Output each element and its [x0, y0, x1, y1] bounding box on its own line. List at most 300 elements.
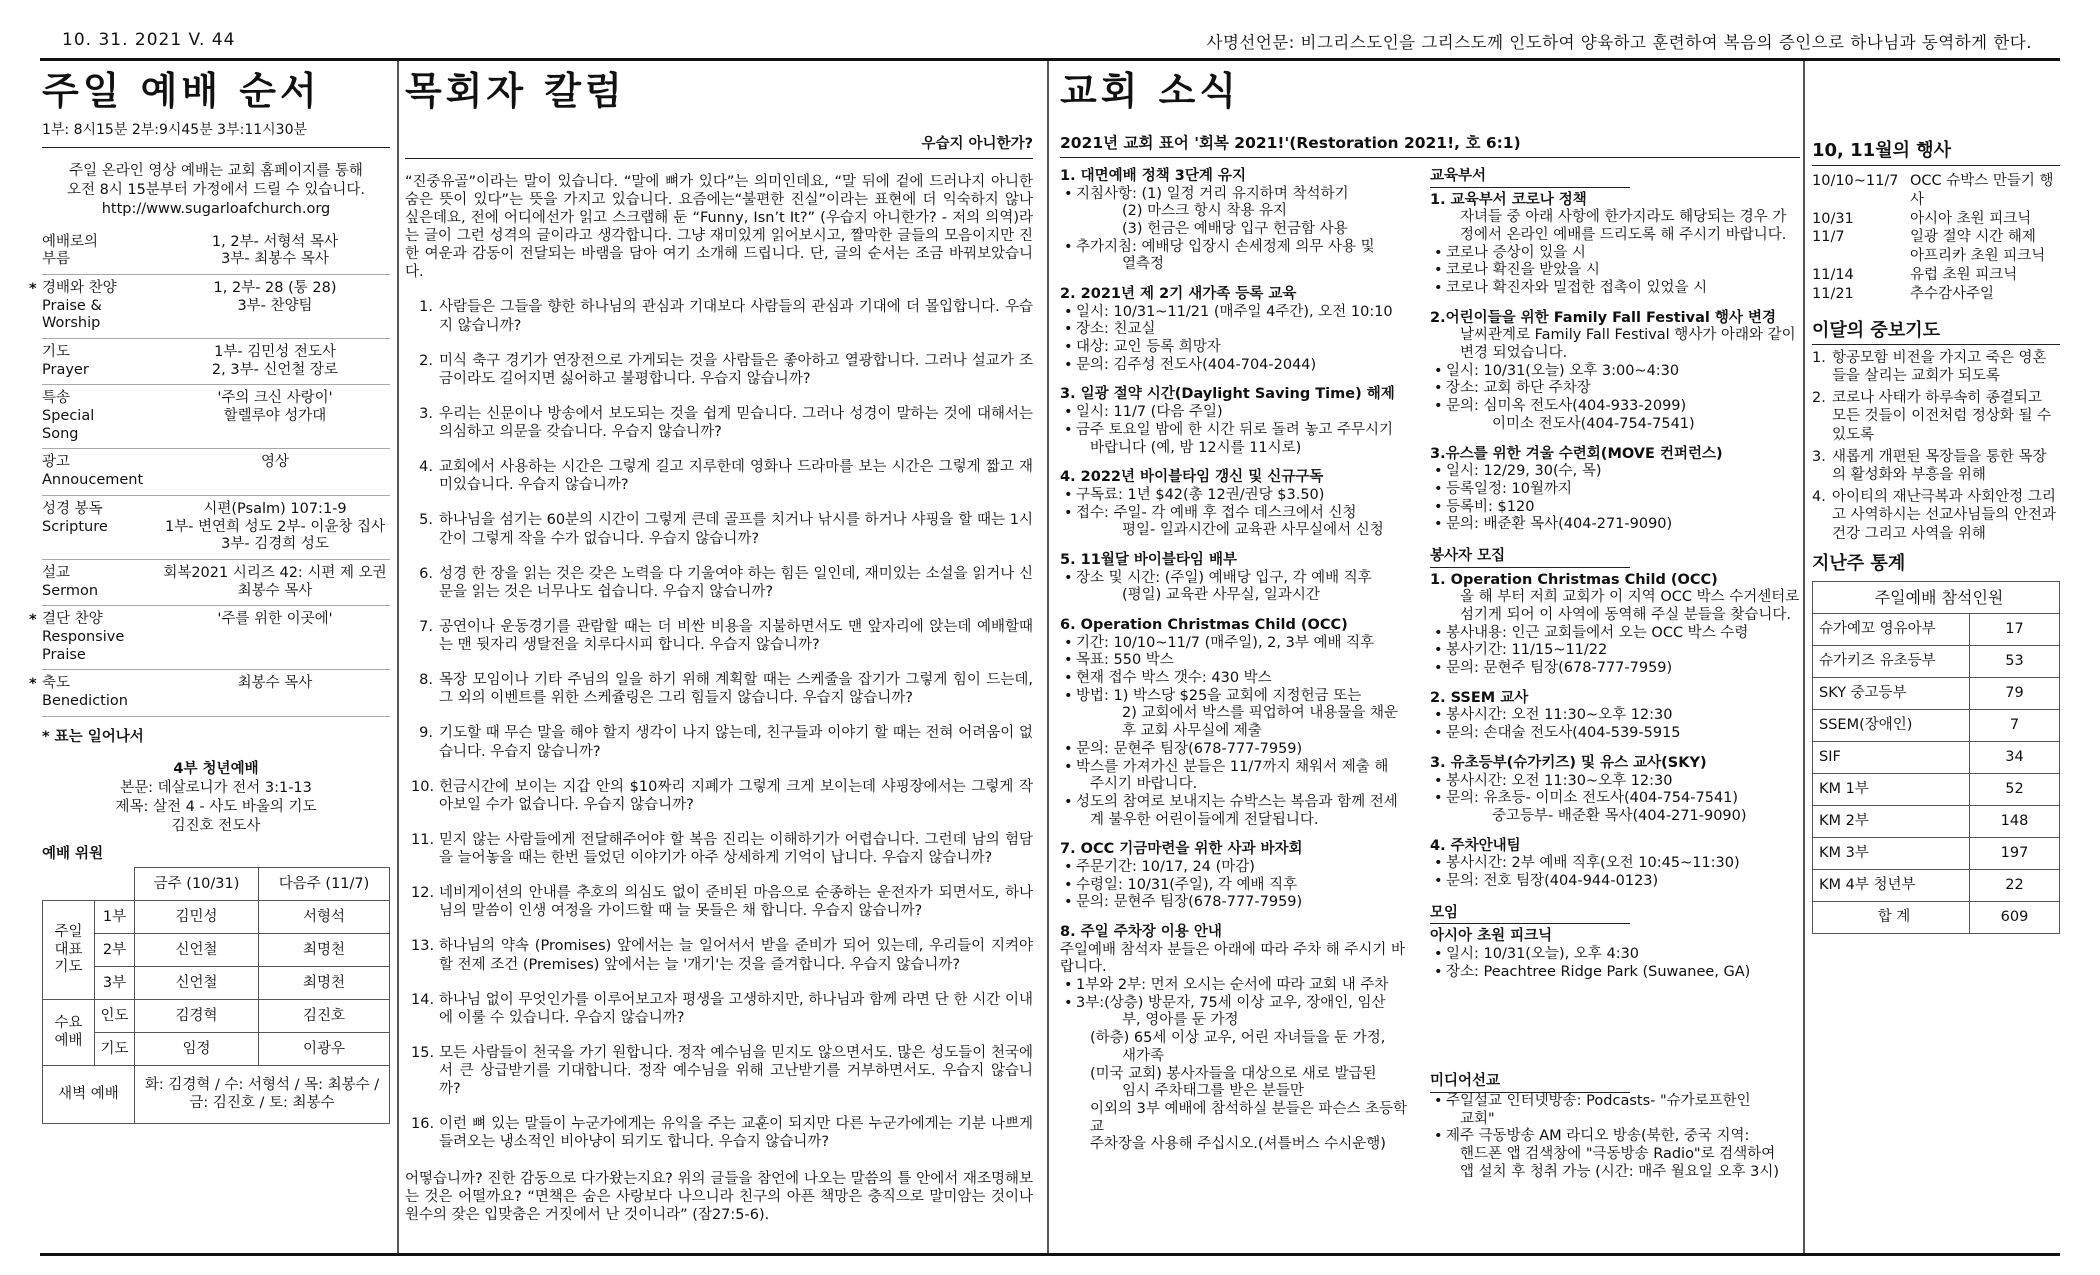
prayer-text: 항공모함 비전을 가지고 죽은 영혼들을 살리는 교회가 되도록 — [1832, 349, 2047, 385]
col-this-week: 금주 (10/31) — [135, 868, 259, 901]
attendance-count: 7 — [1970, 710, 2060, 742]
worship-staff-table — [42, 867, 390, 1124]
news-heading: 4. 2022년 바이블타임 갱신 및 신규구독 — [1060, 469, 1324, 486]
news-bullet — [1060, 570, 1418, 588]
news-line: 열측정 — [1122, 256, 1165, 273]
item-text: 교회에서 사용하는 시간은 그렇게 길고 지루한데 영화나 드라마를 보는 시간은 그렇게 짧고 재미있습니다. 우습지 않습니까? — [439, 459, 1033, 494]
news-line: 핸드폰 앱 검색창에 "극동방송 Radio"로 검색하여 — [1460, 1146, 1776, 1163]
staff-cell: 신언철 — [135, 934, 259, 967]
attendance-group: KM 4부 청년부 — [1813, 870, 1970, 902]
attendance-group: 슈가예꼬 영유아부 — [1813, 614, 1970, 646]
news-bullet — [1430, 262, 1800, 280]
dept-heading: 봉사자 모집 — [1430, 548, 1630, 568]
news-line: 앱 설치 후 청취 가능 (시간: 매주 월요일 오후 3시) — [1460, 1163, 1780, 1180]
bullet-icon: • — [1434, 790, 1443, 807]
bullet-icon: • — [1064, 670, 1073, 687]
event-date: 10/31 — [1812, 210, 1854, 227]
total-value: 609 — [1970, 902, 2060, 934]
news-heading: 8. 주일 주차장 이용 안내 — [1060, 924, 1222, 941]
bullet-icon: • — [1064, 185, 1073, 202]
news-bullet — [1430, 280, 1800, 298]
item-number: 11. — [411, 831, 435, 848]
bullet-text: 일시: 10/31(오늘), 오후 4:30 — [1446, 946, 1640, 963]
staff-cell: 신언철 — [135, 967, 259, 1000]
bullet-text: 등록일정: 10월까지 — [1446, 480, 1572, 497]
event-row — [1812, 266, 2060, 285]
bullet-text: 방법: 1) 박스당 $25을 교회에 지정헌금 또는 — [1076, 687, 1362, 704]
prayer-text: 코로나 사태가 하루속히 종결되고 모든 것들이 이전처럼 정상화 될 수 있도록 — [1832, 389, 2052, 443]
order-row — [42, 449, 390, 495]
attendance-count: 34 — [1970, 742, 2060, 774]
bullet-icon: • — [1434, 244, 1443, 261]
bullet-icon: • — [1434, 498, 1443, 515]
news-bullet — [1430, 245, 1800, 263]
attendance-row — [1813, 742, 2060, 774]
article-item — [405, 724, 1033, 760]
event-name: 추수감사주일 — [1910, 286, 1995, 303]
total-label: 합 계 — [1813, 902, 1970, 934]
item-number: 5. — [419, 512, 433, 529]
news-bullet — [1430, 481, 1800, 499]
item-text: 성경 한 장을 읽는 것은 갖은 노력을 다 기울여야 하는 힘든 일인데, 재미있는 소설을 읽거나 신문을 읽는 것은 너무나도 쉽습니다. 우습지 않습니까? — [439, 565, 1033, 600]
news-line: (평일) 교육관 사무실, 일과시간 — [1122, 587, 1320, 604]
bullet-text: 문의: 문현주 팀장(678-777-7959) — [1076, 894, 1303, 911]
article-item — [405, 565, 1033, 601]
bullet-text: 주일설교 인터넷방송: Podcasts- "슈가로프한인 — [1446, 1093, 1751, 1110]
news-bullet — [1430, 1128, 1800, 1146]
prayer-number: 1. — [1812, 349, 1826, 366]
bullet-icon: • — [1434, 772, 1443, 789]
bullet-text: 문의: 문현주 팀장(678-777-7959) — [1446, 660, 1673, 677]
news-line: (미국 교회) 봉사자들을 대상으로 새로 발급된 — [1090, 1065, 1377, 1082]
bullet-text: 봉사시간: 오전 11:30~오후 12:30 — [1446, 772, 1673, 789]
bullet-icon: • — [1434, 946, 1443, 963]
events-title: 10, 11월의 행사 — [1812, 140, 2060, 166]
bullet-icon: • — [1434, 398, 1443, 415]
news-title: 교회 소식 — [1060, 69, 1241, 113]
prayer-title: 이달의 중보기도 — [1812, 320, 2060, 345]
article-item — [405, 937, 1033, 973]
news-bullet — [1060, 357, 1418, 375]
attendance-count: 148 — [1970, 806, 2060, 838]
item-number: 4. — [419, 459, 433, 476]
events-column — [1812, 68, 2060, 1251]
bullet-icon: • — [1064, 876, 1073, 893]
item-number: 14. — [411, 991, 435, 1008]
article-title: 우습지 아니한가? — [405, 136, 1033, 159]
bottom-rule — [40, 1253, 2060, 1256]
item-number: 7. — [419, 618, 433, 635]
item-number: 16. — [411, 1116, 435, 1133]
order-row — [29, 606, 390, 670]
news-line: 자녀들 중 아래 사항에 한가지라도 해당되는 경우 가 — [1460, 209, 1787, 226]
news-bullet — [1060, 422, 1418, 440]
news-line: 계 불우한 어린이들에게 전달됩니다. — [1090, 811, 1319, 828]
article-item — [405, 511, 1033, 547]
item-text: 하나님의 약속 (Promises) 앞에서는 늘 일어서서 받을 준비가 되어 있는데, 우리들이 지켜야 할 전제 조건 (Premises) 앞에서는 늘 '개기'는 것을 즐겨합니다. 우습지 않습니까? — [439, 938, 1033, 973]
bullet-text: 일시: 11/7 (다음 주일) — [1076, 404, 1223, 421]
prayer-item — [1812, 389, 2060, 445]
bullet-icon: • — [1434, 516, 1443, 533]
news-bullet — [1430, 642, 1800, 660]
item-text: 미식 축구 경기가 연장전으로 가게되는 것을 사람들은 좋아하고 열광합니다. 그러나 설교가 조금이라도 길어지면 싫어하고 불평합니다. 우습지 않습니까? — [439, 352, 1033, 387]
mission-statement: 사명선언문: 비그리스도인을 그리스도께 인도하여 양육하고 훈련하여 복음의 증인으로 하나님과 동역하게 한다. — [1206, 33, 2032, 52]
bullet-text: 대상: 교인 등록 희망자 — [1076, 339, 1221, 356]
bullet-text: 장소: Peachtree Ridge Park (Suwanee, GA) — [1446, 963, 1751, 980]
news-line: 주일예배 참석자 분들은 아래에 따라 주차 해 주시기 바 — [1060, 941, 1406, 958]
staff-cell: 서형석 — [259, 901, 390, 934]
item-text: 믿지 않는 사람들에게 전달해주어야 할 복음 진리는 이해하기가 어렵습니다. 그런데 남의 험담을 늘어놓을 때는 한번 들었던 이야기가 아주 상세하게 기억이 납니다. 우습지 않습니까? — [439, 831, 1033, 867]
order-row — [42, 229, 390, 275]
staff-cell: 김진호 — [259, 1000, 390, 1033]
bullet-icon: • — [1064, 504, 1073, 521]
bullet-icon: • — [1434, 262, 1443, 279]
event-date: 11/7 — [1812, 229, 1845, 246]
event-row — [1812, 210, 2060, 229]
item-number: 15. — [411, 1044, 435, 1061]
news-bullet — [1060, 239, 1418, 257]
news-heading: 3. 유초등부(슈가키즈) 및 유스 교사(SKY) — [1430, 754, 1707, 771]
order-value: 영상 — [260, 454, 289, 471]
order-value: '주를 위한 이곳에' — [217, 611, 333, 628]
bullet-icon: • — [1434, 380, 1443, 397]
news-bullet — [1060, 859, 1418, 877]
order-value: 시편(Psalm) 107:1-9 1부- 변연희 성도 2부- 이윤창 집사 3부- 김경희 성도 — [164, 500, 386, 553]
bullet-icon: • — [1064, 238, 1073, 255]
prayer-number: 2. — [1812, 389, 1826, 406]
news-bullet — [1430, 855, 1800, 873]
item-text: 우리는 신문이나 방송에서 보도되는 것을 쉽게 믿습니다. 그러나 성경이 말하는 것에 대해서는 의심하고 의문을 갖습니다. 우습지 않습니까? — [439, 405, 1033, 441]
attendance-count: 17 — [1970, 614, 2060, 646]
news-heading: 1. 대면예배 정책 3단계 유지 — [1060, 167, 1246, 184]
order-label: 성경 봉독 Scripture — [42, 500, 108, 535]
event-date: 11/21 — [1812, 286, 1854, 303]
attendance-row — [1813, 870, 2060, 902]
event-name: 일광 절약 시간 해제 — [1910, 229, 2036, 246]
bullet-text: 기간: 10/10~11/7 (매주일), 2, 3부 예배 직후 — [1076, 634, 1375, 651]
news-heading: 7. OCC 기금마련을 위한 사과 바자회 — [1060, 841, 1303, 858]
bullet-text: 일시: 10/31~11/21 (매주일 4주간), 오전 10:10 — [1076, 303, 1393, 320]
bullet-icon: • — [1064, 634, 1073, 651]
attendance-total-row — [1813, 902, 2060, 934]
order-row — [42, 560, 390, 606]
attendance-row — [1813, 710, 2060, 742]
order-label: 결단 찬양 Responsive Praise — [42, 611, 125, 663]
article-item — [405, 778, 1033, 814]
youth-theme: 제목: 살전 4 - 사도 바울의 기도 — [115, 799, 317, 816]
online-service-notice — [42, 162, 390, 219]
worship-order-column — [29, 68, 390, 1251]
staff-sub: 인도 — [95, 1000, 135, 1033]
bullet-text: 추가지침: 예배당 입장시 손세정제 의무 사용 및 — [1076, 238, 1375, 255]
bullet-text: 문의: 심미옥 전도사(404-933-2099) — [1446, 398, 1687, 415]
staff-sub: 3부 — [95, 967, 135, 1000]
news-bullet — [1060, 977, 1418, 995]
event-row — [1812, 247, 2060, 266]
bullet-text: 일시: 10/31(오늘) 오후 3:00~4:30 — [1446, 362, 1680, 379]
order-row — [29, 670, 390, 716]
article-list — [405, 298, 1033, 1151]
article-closing: 어떻습니까? 진한 감동으로 다가왔는지요? 위의 글들을 참언에 나오는 말씀의 틀 안에서 재조명해보는 것은 어떨까요? “면책은 숨은 사랑보다 나으니라 친구의 아픈 책망은 충직으로 말미암는 것이나 원수의 잦은 입맞춤은 거짓에서 난 것이니라” (잠27:5-6). — [405, 1170, 1033, 1223]
bullet-text: 박스를 가져가신 분들은 11/7까지 채워서 제출 해 — [1076, 758, 1389, 775]
news-line: 후 교회 사무실에 제출 — [1122, 723, 1262, 740]
staff-cell: 최명천 — [259, 934, 390, 967]
bullet-text: 목표: 550 박스 — [1076, 652, 1174, 669]
article-intro: “진중유골”이라는 말이 있습니다. “말에 뼈가 있다”는 의미인데요, “말 뒤에 겉에 드러나지 아니한 숨은 뜻이 있다”는 뜻을 가지고 있습니다. 요즘에는“불편한 진실”이라는 표현에 더 익숙하지 않나 싶은데요, 전에 어디에선가 읽고 스크랩해 둔 “Funny, Isn’t It?” (우습지 아니한가? - 저의 의역)라는 글이 그런 성격의 글이라고 생각합니다. 그냥 재미있게 읽어보시고, 짤막한 글들의 모음이지만 진한 여운과 감동이 전달되는 바램을 담아 여기 소개해 드립니다. 단, 글의 순서는 조금 바꿔보았습니다. — [405, 173, 1033, 281]
attendance-group: KM 1부 — [1813, 774, 1970, 806]
bullet-text: 문의: 김주성 전도사(404-704-2044) — [1076, 356, 1317, 373]
order-value: 회복2021 시리즈 42: 시편 제 오권 최봉수 목사 — [163, 564, 387, 599]
bullet-icon: • — [1064, 339, 1073, 356]
news-line: 부, 영아를 둔 가정 — [1122, 1012, 1239, 1029]
stats-title: 지난주 통계 — [1812, 553, 1906, 575]
item-text: 사람들은 그들을 향한 하나님의 관심과 기대보다 사람들의 관심과 기대에 더 몰입합니다. 우습지 않습니까? — [439, 299, 1033, 334]
bullet-icon: • — [1064, 858, 1073, 875]
news-bullet — [1430, 707, 1800, 725]
order-value: 1, 2부- 28 (통 28) 3부- 찬양팀 — [213, 279, 337, 314]
event-date: 10/10~11/7 — [1812, 172, 1899, 189]
item-text: 네비게이션의 안내를 추호의 의심도 없이 준비된 마음으로 순종하는 운전자가 되면서도, 하나님의 말씀이 인생 여정을 가이드할 때 늘 못들은 채 합니다. 우습지 않습니까? — [439, 885, 1033, 920]
news-line: 이외의 3부 예배에 참석하실 분들은 파슨스 초등학교 — [1090, 1100, 1408, 1135]
article-item — [405, 1044, 1033, 1098]
event-date: 11/14 — [1812, 267, 1854, 284]
news-bullet — [1430, 516, 1800, 534]
news-bullet — [1430, 946, 1800, 964]
bullet-icon: • — [1434, 642, 1443, 659]
news-bullet — [1060, 186, 1418, 204]
news-bullet — [1060, 688, 1418, 706]
bullet-icon: • — [1434, 624, 1443, 641]
bullet-text: 문의: 문현주 팀장(678-777-7959) — [1076, 740, 1303, 757]
bullet-icon: • — [1064, 321, 1073, 338]
bullet-text: 문의: 배준환 목사(404-271-9090) — [1446, 516, 1673, 533]
bullet-icon: • — [1064, 994, 1073, 1011]
bullet-icon: • — [1434, 362, 1443, 379]
prayer-item — [1812, 448, 2060, 485]
attendance-count: 53 — [1970, 646, 2060, 678]
news-line: 정에서 온라인 예배를 드리도록 해 주시기 바랍니다. — [1460, 226, 1787, 243]
article-item — [405, 458, 1033, 494]
event-row — [1812, 228, 2060, 247]
order-value: 최봉수 목사 — [237, 675, 313, 692]
news-bullet — [1060, 505, 1418, 523]
article-item — [405, 1115, 1033, 1151]
item-text: 헌금시간에 보이는 지갑 안의 $10짜리 지폐가 그렇게 크게 보이는데 샤핑장에서는 그렇게 작아보일 수가 없습니다. 우습지 않습니까? — [439, 778, 1033, 813]
bullet-text: 지침사항: (1) 일정 거리 유지하며 착석하기 — [1076, 185, 1349, 202]
news-bullet — [1430, 1093, 1800, 1111]
news-line: 중고등부- 배준환 목사(404-271-9090) — [1492, 807, 1747, 824]
order-label: 기도 Prayer — [42, 344, 89, 378]
item-number: 9. — [419, 725, 433, 742]
service-times: 1부: 8시15분 2부:9시45분 3부:11시30분 — [42, 122, 390, 148]
event-name: OCC 슈박스 만들기 행사 — [1910, 172, 2054, 208]
attendance-row — [1813, 806, 2060, 838]
news-heading: 6. Operation Christmas Child (OCC) — [1060, 617, 1348, 634]
article-item — [405, 671, 1033, 707]
bullet-icon: • — [1434, 725, 1443, 742]
attendance-count: 22 — [1970, 870, 2060, 902]
news-line: 랍니다. — [1060, 959, 1107, 976]
bullet-icon: • — [1434, 1128, 1443, 1145]
news-heading: 3.유스를 위한 겨울 수련회(MOVE 컨퍼런스) — [1430, 445, 1723, 462]
notice-line: 오전 8시 15분부터 가정에서 드릴 수 있습니다. — [66, 181, 366, 198]
attendance-row — [1813, 774, 2060, 806]
church-website-link[interactable]: http://www.sugarloafchurch.org — [101, 200, 331, 217]
staff-cell: 김경혁 — [135, 1000, 259, 1033]
news-line: 평일- 일과시간에 교육관 사무실에서 신청 — [1122, 522, 1384, 539]
bullet-text: 봉사기간: 11/15~11/22 — [1446, 642, 1608, 659]
article-item — [405, 298, 1033, 334]
bullet-icon: • — [1434, 660, 1443, 677]
news-bullet — [1430, 499, 1800, 517]
stand-marker: * — [29, 676, 37, 693]
news-line: 변경 되었습니다. — [1460, 345, 1568, 362]
youth-service-title: 4부 청년예배 — [173, 761, 259, 778]
bullet-icon: • — [1064, 652, 1073, 669]
news-line: 주시기 바랍니다. — [1090, 776, 1198, 793]
bullet-text: 문의: 손대술 전도사(404-539-5915 — [1446, 725, 1681, 742]
bullet-icon: • — [1064, 404, 1073, 421]
news-list-right — [1430, 164, 1800, 1182]
notice-line: 주일 온라인 영상 예배는 교회 홈페이지를 통해 — [69, 163, 363, 180]
news-line: 날씨관계로 Family Fall Festival 행사가 아래와 같이 — [1460, 327, 1796, 344]
news-line: 바랍니다 (예, 밤 12시를 11시로) — [1090, 439, 1302, 456]
article-item — [405, 831, 1033, 867]
prayer-item — [1812, 488, 2060, 544]
news-bullet — [1430, 363, 1800, 381]
news-line: 새가족 — [1122, 1047, 1165, 1064]
bullet-text: 장소: 교회 하단 주차장 — [1446, 380, 1591, 397]
attendance-row — [1813, 678, 2060, 710]
bullet-icon: • — [1434, 963, 1443, 980]
bullet-text: 장소 및 시간: (주일) 예배당 입구, 각 예배 직후 — [1076, 569, 1372, 586]
bullet-icon: • — [1064, 793, 1073, 810]
item-text: 이런 뼈 있는 말들이 누군가에게는 유익을 주는 교훈이 되지만 다른 누군가에게는 기분 나쁘게 들려오는 냉소적인 비아냥이 되기도 합니다. 우습지 않습니까? — [439, 1116, 1033, 1151]
bullet-text: 코로나 확진자와 밀접한 접촉이 있었을 시 — [1446, 280, 1708, 297]
bullet-icon: • — [1434, 872, 1443, 889]
bullet-icon: • — [1064, 894, 1073, 911]
dept-heading: 모임 — [1430, 905, 1630, 925]
news-heading: 4. 주차안내팀 — [1430, 837, 1521, 854]
attendance-header: 주일예배 참석인원 — [1813, 582, 2060, 614]
bullet-icon: • — [1434, 707, 1443, 724]
event-name: 유럽 초원 피크닉 — [1910, 267, 2018, 284]
bullet-icon: • — [1064, 569, 1073, 586]
prayer-text: 아이티의 재난극복과 사회안정 그리고 사역하시는 선교사님들의 안전과 건강 그리고 사역을 위해 — [1832, 488, 2056, 542]
church-news-column — [1060, 68, 1800, 1251]
staff-cell: 최명천 — [259, 967, 390, 1000]
article-item — [405, 884, 1033, 920]
event-name: 아시아 초원 피크닉 — [1910, 210, 2032, 227]
bullet-text: 접수: 주일- 각 예배 후 접수 데스크에서 신청 — [1076, 504, 1357, 521]
prayer-list — [1812, 349, 2060, 543]
bullet-text: 성도의 참여로 보내지는 슈박스는 복음과 함께 전세 — [1076, 793, 1398, 810]
bullet-text: 문의: 유초등- 이미소 전도사(404-754-7541) — [1446, 790, 1739, 807]
bullet-text: 구독료: 1년 $42(총 12권/권당 $3.50) — [1076, 486, 1325, 503]
prayer-number: 4. — [1812, 488, 1826, 505]
news-bullet — [1430, 380, 1800, 398]
news-bullet — [1430, 873, 1800, 891]
bullet-icon: • — [1064, 758, 1073, 775]
order-label: 특송 Special Song — [42, 390, 95, 442]
bullet-icon: • — [1064, 977, 1073, 994]
news-bullet — [1430, 725, 1800, 743]
news-bullet — [1060, 794, 1418, 812]
bullet-text: 금주 토요일 밤에 한 시간 뒤로 돌려 놓고 주무시기 — [1076, 421, 1394, 438]
news-bullet — [1060, 995, 1418, 1013]
youth-scripture: 본문: 데살로니가 전서 3:1-13 — [120, 780, 312, 797]
attendance-row — [1813, 614, 2060, 646]
staff-cell: 임정 — [135, 1033, 259, 1066]
bullet-text: 3부:(상층) 방문자, 75세 이상 교우, 장애인, 임산 — [1076, 994, 1386, 1011]
column-divider — [1803, 61, 1805, 1253]
bullet-text: 봉사내용: 인근 교회들에서 오는 OCC 박스 수령 — [1446, 624, 1749, 641]
column-divider — [1047, 61, 1049, 1253]
event-name: 아프리카 초원 피크닉 — [1910, 248, 2046, 265]
staff-cell: 김민성 — [135, 901, 259, 934]
bullet-text: 등록비: $120 — [1446, 498, 1535, 515]
news-line: (3) 헌금은 예배당 입구 헌금함 사용 — [1122, 220, 1348, 237]
article-item — [405, 618, 1033, 654]
item-text: 하나님을 섬기는 60분의 시간이 그렇게 큰데 골프를 치거나 낚시를 하거나 샤핑을 할 때는 1시간이 그렇게 작을 수가 없습니다. 우습지 않습니까? — [439, 512, 1033, 547]
news-line: 주차장을 사용해 주십시오.(셔틀버스 수시운행) — [1090, 1136, 1386, 1153]
order-of-service — [29, 229, 390, 717]
dept-heading: 교육부서 — [1430, 168, 1630, 188]
article-item — [405, 405, 1033, 441]
staff-sub: 1부 — [95, 901, 135, 934]
news-heading: 1. Operation Christmas Child (OCC) — [1430, 571, 1718, 588]
youth-preacher: 김진호 전도사 — [171, 817, 261, 834]
attendance-group: SIF — [1813, 742, 1970, 774]
news-bullet — [1060, 635, 1418, 653]
events-list — [1812, 172, 2060, 304]
dawn-service-label: 새벽 예배 — [43, 1066, 135, 1124]
bullet-text: 주문기간: 10/17, 24 (마감) — [1076, 858, 1255, 875]
news-line: 이미소 전도사(404-754-7541) — [1492, 415, 1695, 432]
staff-cell: 이광우 — [259, 1033, 390, 1066]
news-bullet — [1430, 463, 1800, 481]
bullet-icon: • — [1064, 356, 1073, 373]
worship-title: 주일 예배 순서 — [42, 69, 321, 113]
bullet-icon: • — [1434, 463, 1443, 480]
news-bullet — [1430, 625, 1800, 643]
bullet-text: 코로나 확진을 받았을 시 — [1446, 262, 1600, 279]
staff-title: 예배 위원 — [42, 845, 104, 862]
bullet-icon: • — [1434, 1093, 1443, 1110]
stand-note: * 표는 일어나서 — [42, 728, 144, 745]
bullet-text: 봉사시간: 2부 예배 직후(오전 10:45~11:30) — [1446, 855, 1740, 872]
news-bullet — [1430, 773, 1800, 791]
bullet-icon: • — [1064, 486, 1073, 503]
bullet-icon: • — [1064, 740, 1073, 757]
item-number: 12. — [411, 885, 435, 902]
attendance-row — [1813, 838, 2060, 870]
news-bullet — [1430, 398, 1800, 416]
news-heading: 2. SSEM 교사 — [1430, 689, 1529, 706]
news-bullet — [1060, 652, 1418, 670]
news-bullet — [1060, 670, 1418, 688]
attendance-group: KM 2부 — [1813, 806, 1970, 838]
bullet-text: 봉사시간: 오전 11:30~오후 12:30 — [1446, 707, 1673, 724]
order-label: 예배로의 부름 — [42, 233, 99, 268]
church-motto: 2021년 교회 표어 '회복 2021!'(Restoration 2021!, 호 6:1) — [1060, 134, 1800, 158]
attendance-group: 슈가키즈 유초등부 — [1813, 646, 1970, 678]
news-bullet — [1060, 741, 1418, 759]
bullet-text: 수령일: 10/31(주일), 각 예배 직후 — [1076, 876, 1298, 893]
news-bullet — [1060, 304, 1418, 322]
item-text: 모든 사람들이 천국을 가기 원합니다. 정작 예수님을 믿지도 않으면서도. 많은 성도들이 천국에서 큰 상급받기를 기대합니다. 정작 예수님을 위해 고난받기를 거부하면서도. 우습지 않습니까? — [439, 1044, 1033, 1098]
news-heading: 2.어린이들을 위한 Family Fall Festival 행사 변경 — [1430, 309, 1776, 326]
